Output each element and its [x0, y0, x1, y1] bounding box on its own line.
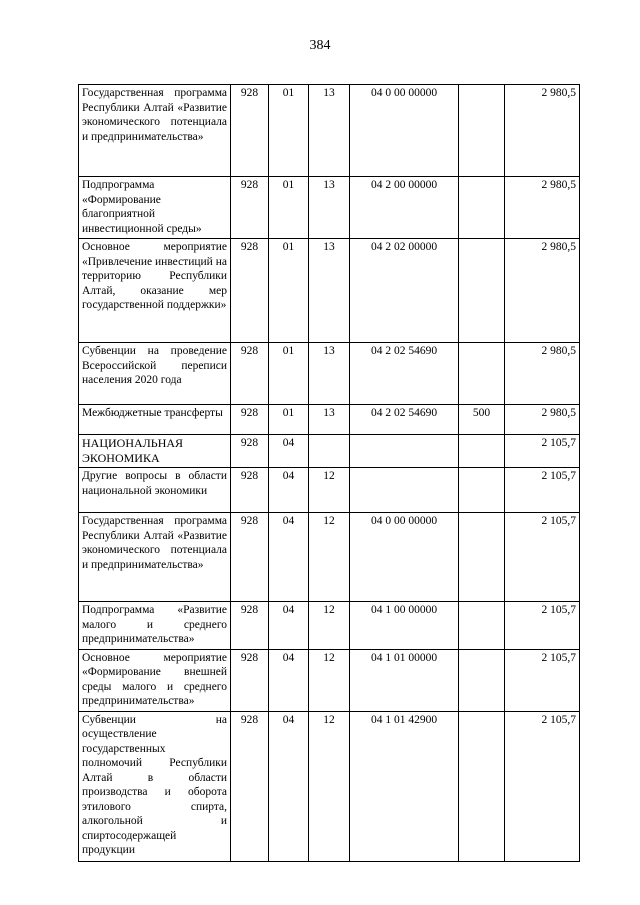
row-name: НАЦИОНАЛЬНАЯ ЭКОНОМИКА — [79, 435, 231, 468]
budget-table — [78, 84, 580, 862]
target-article-cell: 04 1 00 00000 — [350, 602, 459, 650]
section-cell: 01 — [269, 405, 309, 435]
target-article-cell: 04 1 01 00000 — [350, 649, 459, 711]
table-row — [79, 435, 580, 468]
amount-cell: 2 980,5 — [505, 239, 580, 343]
page-number: 384 — [309, 38, 331, 53]
subsection-cell: 13 — [309, 85, 350, 177]
section-cell: 04 — [269, 468, 309, 513]
amount-cell: 2 980,5 — [505, 177, 580, 239]
section-cell: 01 — [269, 177, 309, 239]
target-article-cell: 04 2 02 54690 — [350, 343, 459, 405]
ved-cell: 928 — [231, 435, 269, 468]
section-cell: 01 — [269, 239, 309, 343]
ved-cell: 928 — [231, 602, 269, 650]
ved-cell: 928 — [231, 85, 269, 177]
ved-cell: 928 — [231, 468, 269, 513]
row-name: Подпрограмма «Формирование благоприятной инвестиционной среды» — [79, 177, 231, 239]
expense-type-cell — [459, 711, 505, 861]
subsection-cell: 12 — [309, 649, 350, 711]
row-name: Субвенции на проведение Всероссийской переписи населения 2020 года — [79, 343, 231, 405]
target-article-cell: 04 2 00 00000 — [350, 177, 459, 239]
subsection-cell: 12 — [309, 513, 350, 602]
ved-cell: 928 — [231, 711, 269, 861]
expense-type-cell — [459, 513, 505, 602]
ved-cell: 928 — [231, 239, 269, 343]
section-cell: 04 — [269, 711, 309, 861]
row-name: Государственная программа Республики Алтай «Развитие экономического потенциала и предпринимательства» — [79, 513, 231, 602]
amount-cell: 2 105,7 — [505, 602, 580, 650]
expense-type-cell — [459, 468, 505, 513]
target-article-cell: 04 2 02 54690 — [350, 405, 459, 435]
subsection-cell: 13 — [309, 343, 350, 405]
amount-cell: 2 105,7 — [505, 649, 580, 711]
section-cell: 04 — [269, 649, 309, 711]
amount-cell: 2 105,7 — [505, 435, 580, 468]
table-row — [79, 405, 580, 435]
table-row — [79, 513, 580, 602]
expense-type-cell — [459, 649, 505, 711]
expense-type-cell: 500 — [459, 405, 505, 435]
target-article-cell: 04 0 00 00000 — [350, 513, 459, 602]
expense-type-cell — [459, 239, 505, 343]
target-article-cell — [350, 468, 459, 513]
target-article-cell: 04 0 00 00000 — [350, 85, 459, 177]
ved-cell: 928 — [231, 513, 269, 602]
subsection-cell: 13 — [309, 177, 350, 239]
expense-type-cell — [459, 602, 505, 650]
ved-cell: 928 — [231, 343, 269, 405]
expense-type-cell — [459, 435, 505, 468]
section-cell: 04 — [269, 435, 309, 468]
amount-cell: 2 980,5 — [505, 343, 580, 405]
ved-cell: 928 — [231, 405, 269, 435]
row-name: Межбюджетные трансферты — [79, 405, 231, 435]
expense-type-cell — [459, 343, 505, 405]
ved-cell: 928 — [231, 649, 269, 711]
section-cell: 01 — [269, 85, 309, 177]
subsection-cell: 13 — [309, 239, 350, 343]
section-cell: 04 — [269, 513, 309, 602]
table-row — [79, 711, 580, 861]
subsection-cell: 12 — [309, 468, 350, 513]
target-article-cell: 04 2 02 00000 — [350, 239, 459, 343]
amount-cell: 2 105,7 — [505, 711, 580, 861]
expense-type-cell — [459, 85, 505, 177]
subsection-cell — [309, 435, 350, 468]
table-row — [79, 468, 580, 513]
row-name: Другие вопросы в области национальной экономики — [79, 468, 231, 513]
amount-cell: 2 980,5 — [505, 85, 580, 177]
subsection-cell: 12 — [309, 711, 350, 861]
table-row — [79, 602, 580, 650]
target-article-cell: 04 1 01 42900 — [350, 711, 459, 861]
subsection-cell: 12 — [309, 602, 350, 650]
amount-cell: 2 105,7 — [505, 513, 580, 602]
table-row — [79, 85, 580, 177]
row-name: Основное мероприятие «Формирование внешней среды малого и среднего предпринимательства» — [79, 649, 231, 711]
section-cell: 04 — [269, 602, 309, 650]
row-name: Государственная программа Республики Алтай «Развитие экономического потенциала и предпринимательства» — [79, 85, 231, 177]
row-name: Подпрограмма «Развитие малого и среднего предпринимательства» — [79, 602, 231, 650]
amount-cell: 2 980,5 — [505, 405, 580, 435]
table-row — [79, 343, 580, 405]
section-cell: 01 — [269, 343, 309, 405]
expense-type-cell — [459, 177, 505, 239]
subsection-cell: 13 — [309, 405, 350, 435]
amount-cell: 2 105,7 — [505, 468, 580, 513]
target-article-cell — [350, 435, 459, 468]
table-row — [79, 649, 580, 711]
table-row — [79, 177, 580, 239]
ved-cell: 928 — [231, 177, 269, 239]
row-name: Субвенции на осуществление государственных полномочий Республики Алтай в области производства и оборота этилового спирта, алкогольной и спиртосодержащей продукции — [79, 711, 231, 861]
row-name: Основное мероприятие «Привлечение инвестиций на территорию Республики Алтай, оказание мер государственной поддержки» — [79, 239, 231, 343]
table-row — [79, 239, 580, 343]
